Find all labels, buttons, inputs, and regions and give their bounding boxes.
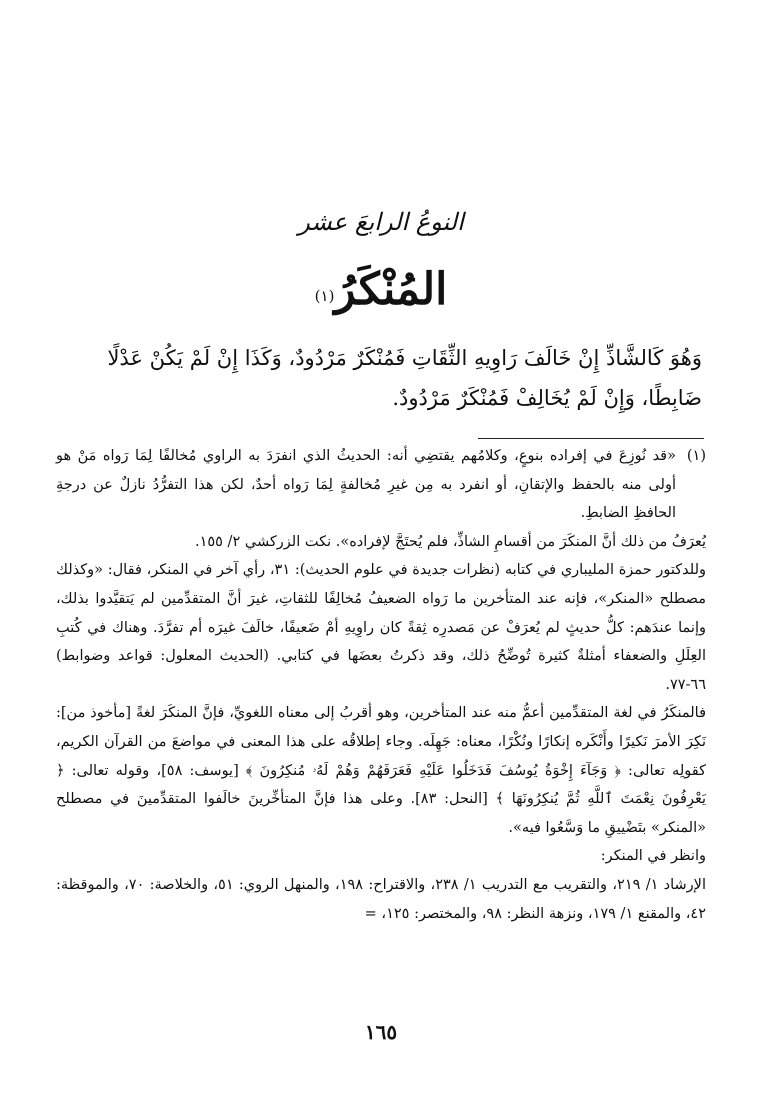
main-text <box>56 338 702 418</box>
chapter-subtitle: النوعُ الرابعَ عشر <box>298 208 464 236</box>
page-number: ١٦٥ <box>364 1020 398 1044</box>
footnote-divider <box>478 438 704 439</box>
main-text-line: وَهُوَ كَالشَّاذِّ إِنْ خَالَفَ رَاوِيهِ الثِّقَاتِ فَمُنْكَرٌ مَرْدُودٌ، وَكَذَا إِنْ لَمْ يَكُنْ عَدْلًا <box>107 346 702 370</box>
footnote-paragraph: وانظر في المنكر: <box>600 848 706 865</box>
footnotes <box>56 442 706 928</box>
footnote-paragraph: فالمنكَرُ في لغة المتقدِّمين أعمُّ منه عند المتأخرين، وهو أقربُ إلى معناه اللغويِّ، فإنَّ المنكَرَ لغةً [مأخوذ من]: نَكِرَ الأمرَ نَكيرًا وأَنْكَره إنكارًا ونُكْرًا، معناه: جَهِلَه. وجاء إطلاقُه على هذا المعنى في مواضعَ من القرآن الكريم، كقولِه تعالى: ﴿ وَجَآءَ إِخْوَةُ يُوسُفَ فَدَخَلُوا عَلَيْهِ فَعَرَفَهُمْ وَهُمْ لَهُۥ مُنكِرُونَ ﴾ [يوسف: ٥٨]، وقوله تعالى: ﴿ يَعْرِفُونَ نِعْمَتَ ٱللَّهِ ثُمَّ يُنكِرُونَهَا ﴾ [النحل: ٨٣]. وعلى هذا فإنَّ المتأخِّرينَ خالَفوا المتقدِّمينَ في مصطلح «المنكر» بتَضْييقِ ما وَسَّعُوا فيه». <box>56 705 706 836</box>
footnote-number: (١) <box>686 448 706 464</box>
footnote-paragraph: وللدكتور حمزة المليباري في كتابه (نظرات جديدة في علوم الحديث): ٣١، رأي آخر في المنكر، فقال: «وكذلك مصطلح «المنكر»، فإنه عند المتأخرين ما رَواه الضعيفُ مُخالِفًا للثقاتِ، غيرَ أنَّ المتقدِّمين لم يَتقيَّدوا بذلك، وإنما عندَهم: كلُّ حديثٍ لم يُعرَفْ عن مَصدرِه ثِقةً كان راوِيهِ أمْ ضَعيفًا، خالَفَ غيرَه أم تفرَّدَ. وهناك في كُتبِ العِلَلِ والضعفاء أمثلةٌ كثيرة تُوضِّحُ ذلك، وقد ذكرتُ بعضَها في كتابي. (الحديث المعلول: قواعد وضوابط) ٦٦-٧٧. <box>56 562 707 693</box>
main-text-line: ضَابِطًا، وَإِنْ لَمْ يُخَالِفْ فَمُنْكَرٌ مَرْدُودٌ. <box>392 386 702 410</box>
footnote-paragraph: الإرشاد ١/ ٢١٩، والتقريب مع التدريب ١/ ٢٣٨، والاقتراح: ١٩٨، والمنهل الروي: ٥١، والخلاصة: ٧٠، والموقظة: ٤٢، والمقنع ١/ ١٧٩، ونزهة النظر: ٩٨، والمختصر: ١٢٥، = <box>56 876 706 922</box>
footnote-paragraph: يُعرَفُ من ذلك أنَّ المنكَرَ من أقسامِ الشاذِّ، فلم يُحتَجَّ لإفراده». نكت الزركشي ٢/ ١٥٥. <box>194 533 706 550</box>
footnote-paragraph <box>56 442 706 528</box>
footnote-marker[interactable]: (١) <box>314 287 335 305</box>
chapter-title <box>0 260 762 320</box>
footnote-text: «قد نُوزِعَ في إفراده بنوعٍ، وكلامُهم يقتضِي أنه: الحديثُ الذي انفرَدَ به الراوي مُخالفًا لِمَا رَواه مَنْ هو أولى منه بالحفظ والإتقانِ، أو انفرد به مِن غيرِ مُخالفةٍ لِمَا رَواه أحدٌ، لكن هذا التفرُّدُ نازلٌ عن درجةِ الحافظِ الضابطِ. <box>56 448 676 522</box>
chapter-title-text: المُنْكَرُ <box>334 264 448 315</box>
